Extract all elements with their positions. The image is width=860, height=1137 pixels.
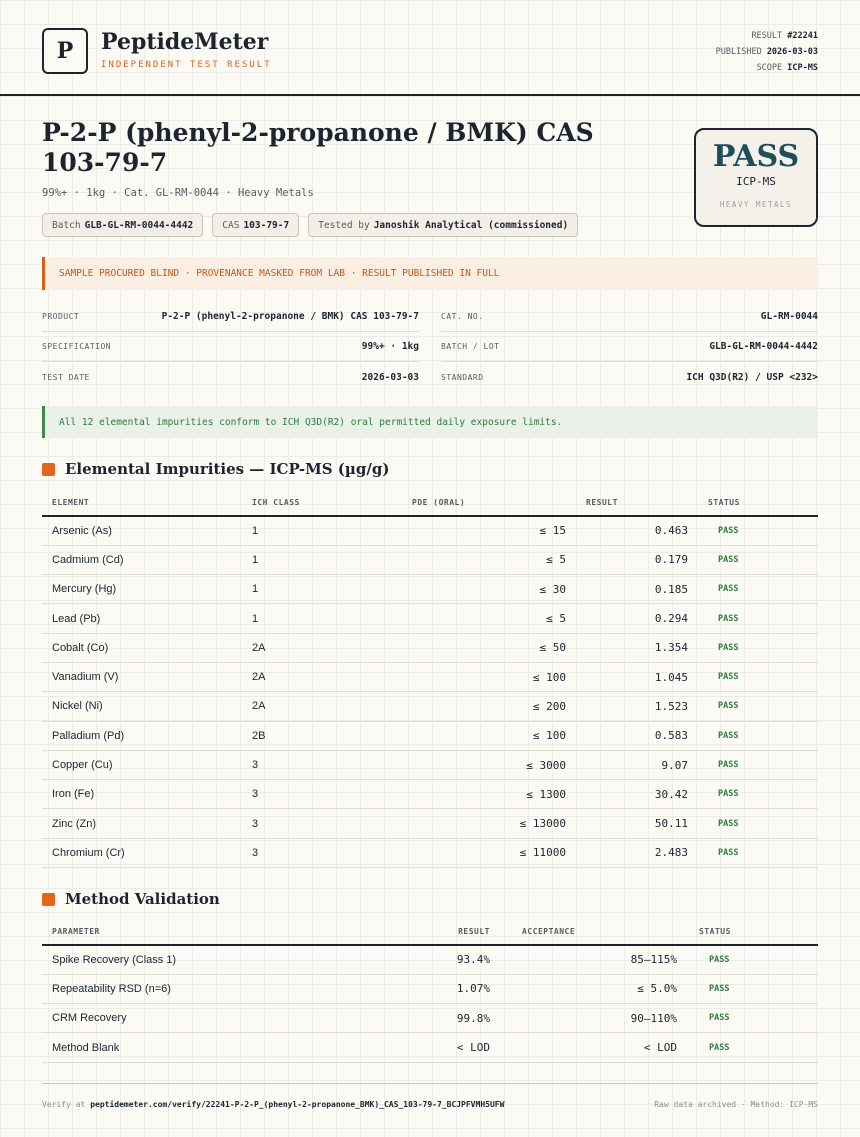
section-marker-icon xyxy=(42,463,55,476)
verdict-category: HEAVY METALS xyxy=(719,200,793,209)
impurities-heading: Elemental Impurities — ICP-MS (µg/g) xyxy=(65,460,390,478)
element-name: Copper (Cu) xyxy=(42,750,242,779)
pde-limit: ≤ 30 xyxy=(402,575,576,604)
info-label: BATCH / LOT xyxy=(441,342,500,351)
info-row-standard xyxy=(441,362,818,392)
parameter-name: CRM Recovery xyxy=(42,1004,372,1033)
archive-note: Raw data archived · Method: ICP-MS xyxy=(654,1100,818,1109)
result-id: #22241 xyxy=(787,31,818,41)
column-header: ACCEPTANCE xyxy=(502,918,689,945)
table-row xyxy=(42,974,818,1003)
column-header: RESULT xyxy=(576,489,698,516)
element-name: Arsenic (As) xyxy=(42,516,242,545)
result-value: 30.42 xyxy=(576,780,698,809)
table-header-row xyxy=(42,918,818,945)
cas-tag xyxy=(212,213,299,237)
info-grid-right xyxy=(441,302,818,392)
parameter-name: Method Blank xyxy=(42,1033,372,1062)
info-value: GL-RM-0044 xyxy=(760,311,818,322)
element-name: Palladium (Pd) xyxy=(42,721,242,750)
info-value: 99%+ · 1kg xyxy=(361,341,419,352)
table-row xyxy=(42,945,818,974)
status-badge: PASS xyxy=(689,1004,818,1033)
validation-table xyxy=(42,918,818,1063)
acceptance-value: 90–110% xyxy=(502,1004,689,1033)
ich-class: 3 xyxy=(242,780,402,809)
status-badge: PASS xyxy=(689,945,818,974)
ich-class: 2A xyxy=(242,633,402,662)
info-value: 2026-03-03 xyxy=(361,371,419,383)
table-row xyxy=(42,633,818,662)
status-badge: PASS xyxy=(698,692,818,721)
pde-limit: ≤ 5 xyxy=(402,604,576,633)
tag-value: Janoshik Analytical (commissioned) xyxy=(373,219,569,231)
parameter-name: Repeatability RSD (n=6) xyxy=(42,974,372,1003)
element-name: Mercury (Hg) xyxy=(42,575,242,604)
info-label: CAT. NO. xyxy=(441,312,484,321)
parameter-name: Spike Recovery (Class 1) xyxy=(42,945,372,974)
published-label: PUBLISHED xyxy=(715,47,762,57)
column-header: ELEMENT xyxy=(42,489,242,516)
pde-limit: ≤ 200 xyxy=(402,692,576,721)
result-value: 93.4% xyxy=(372,945,502,974)
column-header: STATUS xyxy=(689,918,818,945)
table-row xyxy=(42,516,818,545)
element-name: Cobalt (Co) xyxy=(42,633,242,662)
result-value: 50.11 xyxy=(576,809,698,838)
column-header: PDE (ORAL) xyxy=(402,489,576,516)
status-badge: PASS xyxy=(698,662,818,691)
status-badge: PASS xyxy=(689,974,818,1003)
verdict-method: ICP-MS xyxy=(736,175,776,188)
acceptance-value: 85–115% xyxy=(502,945,689,974)
table-row xyxy=(42,1033,818,1062)
table-row xyxy=(42,750,818,779)
tag-label: Tested by xyxy=(318,219,370,231)
result-value: 0.294 xyxy=(576,604,698,633)
result-value: 9.07 xyxy=(576,750,698,779)
element-name: Chromium (Cr) xyxy=(42,838,242,867)
batch-tag xyxy=(42,213,203,237)
page-title: P-2-P (phenyl-2-propanone / BMK) CAS 103-79-7 xyxy=(42,118,594,177)
info-row-test-date xyxy=(42,362,419,392)
status-badge: PASS xyxy=(698,721,818,750)
status-badge: PASS xyxy=(698,633,818,662)
status-badge: PASS xyxy=(689,1033,818,1062)
scope-label: SCOPE xyxy=(756,63,783,73)
status-badge: PASS xyxy=(698,838,818,867)
result-value: 0.179 xyxy=(576,545,698,574)
procurement-notice: SAMPLE PROCURED BLIND · PROVENANCE MASKED FROM LAB · RESULT PUBLISHED IN FULL xyxy=(42,257,818,290)
element-name: Cadmium (Cd) xyxy=(42,545,242,574)
info-row-product xyxy=(42,302,419,332)
status-badge: PASS xyxy=(698,809,818,838)
verdict-stamp xyxy=(694,128,818,227)
section-marker-icon xyxy=(42,893,55,906)
pde-limit: ≤ 11000 xyxy=(402,838,576,867)
ich-class: 2A xyxy=(242,692,402,721)
result-value: 0.185 xyxy=(576,575,698,604)
info-row-batch xyxy=(441,332,818,362)
result-value: 0.583 xyxy=(576,721,698,750)
result-value: 1.045 xyxy=(576,662,698,691)
verify-link[interactable]: peptidemeter.com/verify/22241-P-2-P_(phenyl-2-propanone_BMK)_CAS_103-79-7_BCJPFVMH5UFW xyxy=(90,1100,505,1109)
table-row xyxy=(42,809,818,838)
element-name: Iron (Fe) xyxy=(42,780,242,809)
impurities-table xyxy=(42,489,818,868)
table-row xyxy=(42,721,818,750)
result-value: 1.354 xyxy=(576,633,698,662)
result-value: 0.463 xyxy=(576,516,698,545)
info-row-specification xyxy=(42,332,419,362)
tag-label: Batch xyxy=(52,219,81,231)
pde-limit: ≤ 13000 xyxy=(402,809,576,838)
table-row xyxy=(42,545,818,574)
table-row xyxy=(42,662,818,691)
element-name: Nickel (Ni) xyxy=(42,692,242,721)
info-label: TEST DATE xyxy=(42,372,90,382)
info-grid-left xyxy=(42,302,419,392)
info-value: GLB-GL-RM-0044-4442 xyxy=(709,341,818,352)
table-row xyxy=(42,604,818,633)
pde-limit: ≤ 100 xyxy=(402,662,576,691)
status-badge: PASS xyxy=(698,780,818,809)
impurities-section-header xyxy=(42,460,389,478)
verdict-word: PASS xyxy=(712,139,800,174)
result-label: RESULT xyxy=(751,31,783,41)
ich-class: 1 xyxy=(242,545,402,574)
table-row xyxy=(42,692,818,721)
pde-limit: ≤ 100 xyxy=(402,721,576,750)
element-name: Zinc (Zn) xyxy=(42,809,242,838)
verify-line xyxy=(42,1100,504,1109)
pde-limit: ≤ 3000 xyxy=(402,750,576,779)
pde-limit: ≤ 15 xyxy=(402,516,576,545)
brand-name: PeptideMeter xyxy=(101,29,269,55)
ich-class: 1 xyxy=(242,575,402,604)
element-name: Vanadium (V) xyxy=(42,662,242,691)
ich-class: 1 xyxy=(242,604,402,633)
info-label: SPECIFICATION xyxy=(42,342,112,351)
ich-class: 2A xyxy=(242,662,402,691)
column-header: ICH CLASS xyxy=(242,489,402,516)
table-row xyxy=(42,780,818,809)
scope-value: ICP-MS xyxy=(787,63,818,73)
info-row-cat-no xyxy=(441,302,818,332)
info-label: PRODUCT xyxy=(42,312,80,321)
validation-heading: Method Validation xyxy=(65,890,220,908)
result-value: 1.07% xyxy=(372,974,502,1003)
published-date: 2026-03-03 xyxy=(766,47,818,57)
status-badge: PASS xyxy=(698,750,818,779)
result-value: 2.483 xyxy=(576,838,698,867)
info-value: ICH Q3D(R2) / USP <232> xyxy=(686,371,818,383)
tag-value: GLB-GL-RM-0044-4442 xyxy=(84,219,194,231)
table-row xyxy=(42,575,818,604)
status-badge: PASS xyxy=(698,516,818,545)
column-header: RESULT xyxy=(372,918,502,945)
ich-class: 3 xyxy=(242,750,402,779)
product-tags xyxy=(42,213,578,237)
brand-tagline: INDEPENDENT TEST RESULT xyxy=(101,60,272,70)
info-value: P-2-P (phenyl-2-propanone / BMK) CAS 103-79-7 xyxy=(161,311,419,322)
info-label: STANDARD xyxy=(441,372,484,382)
result-value: < LOD xyxy=(372,1033,502,1062)
table-row xyxy=(42,838,818,867)
page-header xyxy=(0,0,860,96)
brand-logo: P xyxy=(42,28,88,74)
validation-section-header xyxy=(42,890,220,908)
tag-label: CAS xyxy=(222,219,240,231)
tag-value: 103-79-7 xyxy=(243,219,290,231)
column-header: STATUS xyxy=(698,489,818,516)
element-name: Lead (Pb) xyxy=(42,604,242,633)
product-subtitle: 99%+ · 1kg · Cat. GL-RM-0044 · Heavy Metals xyxy=(42,187,314,199)
pde-limit: ≤ 50 xyxy=(402,633,576,662)
acceptance-value: ≤ 5.0% xyxy=(502,974,689,1003)
status-badge: PASS xyxy=(698,545,818,574)
verify-label: Verify at xyxy=(42,1100,86,1109)
table-row xyxy=(42,1004,818,1033)
ich-class: 3 xyxy=(242,838,402,867)
ich-class: 3 xyxy=(242,809,402,838)
ich-class: 1 xyxy=(242,516,402,545)
result-value: 1.523 xyxy=(576,692,698,721)
pde-limit: ≤ 5 xyxy=(402,545,576,574)
table-header-row xyxy=(42,489,818,516)
ich-class: 2B xyxy=(242,721,402,750)
column-header: PARAMETER xyxy=(42,918,372,945)
status-badge: PASS xyxy=(698,604,818,633)
pde-limit: ≤ 1300 xyxy=(402,780,576,809)
conformity-notice: All 12 elemental impurities conform to ICH Q3D(R2) oral permitted daily exposure limits. xyxy=(42,406,818,438)
page-footer xyxy=(42,1083,818,1109)
acceptance-value: < LOD xyxy=(502,1033,689,1062)
result-value: 99.8% xyxy=(372,1004,502,1033)
result-meta xyxy=(716,28,818,76)
tested-by-tag xyxy=(308,213,578,237)
status-badge: PASS xyxy=(698,575,818,604)
